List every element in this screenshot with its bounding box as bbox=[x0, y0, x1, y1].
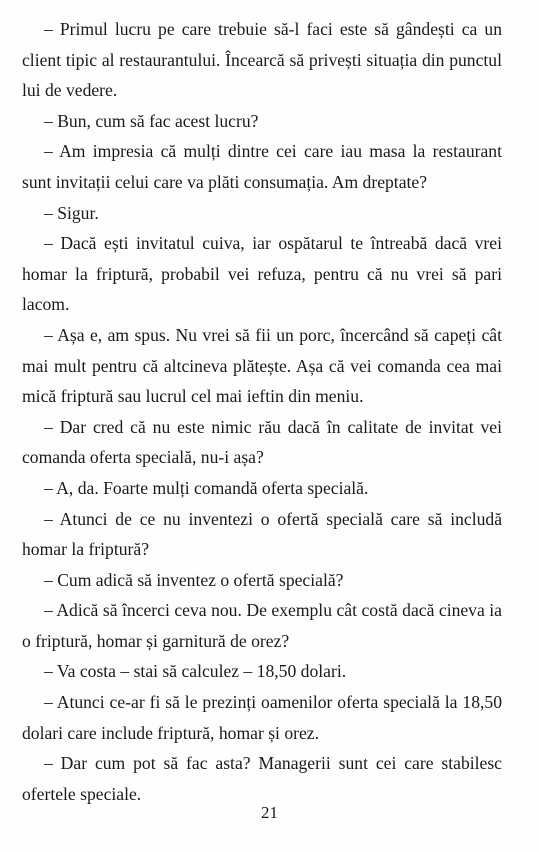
paragraph: – Bun, cum să fac acest lucru? bbox=[44, 110, 259, 131]
paragraph: – Dacă ești invitatul cuiva, iar ospătarul te întreabă dacă vrei homar la friptură, probabil vei refuza, pentru că nu vrei să pari lacom. bbox=[22, 233, 502, 315]
page-number: 21 bbox=[261, 803, 278, 822]
paragraph: – A, da. Foarte mulți comandă oferta specială. bbox=[44, 477, 369, 498]
paragraph: – Va costa – stai să calculez – 18,50 dolari. bbox=[44, 661, 347, 682]
paragraph: – Dar cred că nu este nimic rău dacă în calitate de invitat vei comanda oferta specială, nu-i așa? bbox=[22, 416, 502, 468]
paragraph: – Dar cum pot să fac asta? Managerii sunt cei care stabilesc ofertele speciale. bbox=[22, 753, 502, 804]
paragraph: – Atunci ce-ar fi să le prezinți oamenilor oferta specială la 18,50 dolari care include friptură, homar și orez. bbox=[22, 692, 502, 743]
body-text bbox=[22, 14, 502, 809]
paragraph: – Adică să încerci ceva nou. De exemplu cât costă dacă cineva ia o friptură, homar și garnitură de orez? bbox=[22, 600, 502, 651]
paragraph: – Am impresia că mulți dintre cei care iau masa la restaurant sunt invitații celui care va plăti consumația. Am dreptate? bbox=[22, 141, 502, 192]
paragraph: – Atunci de ce nu inventezi o ofertă specială care să includă homar la friptură? bbox=[22, 508, 502, 560]
paragraph: – Așa e, am spus. Nu vrei să fii un porc, încercând să capeți cât mai mult pentru că altcineva plătește. Așa că vei comanda cea mai mică friptură sau lucrul cel mai ieftin din meniu. bbox=[22, 324, 502, 407]
paragraph: – Sigur. bbox=[44, 202, 99, 223]
paragraph: – Primul lucru pe care trebuie să-l faci este să gândești ca un client tipic al restaurantului. Încearcă să privești situația din punctul lui de vedere. bbox=[22, 19, 502, 101]
paragraph: – Cum adică să inventez o ofertă specială? bbox=[44, 569, 344, 590]
